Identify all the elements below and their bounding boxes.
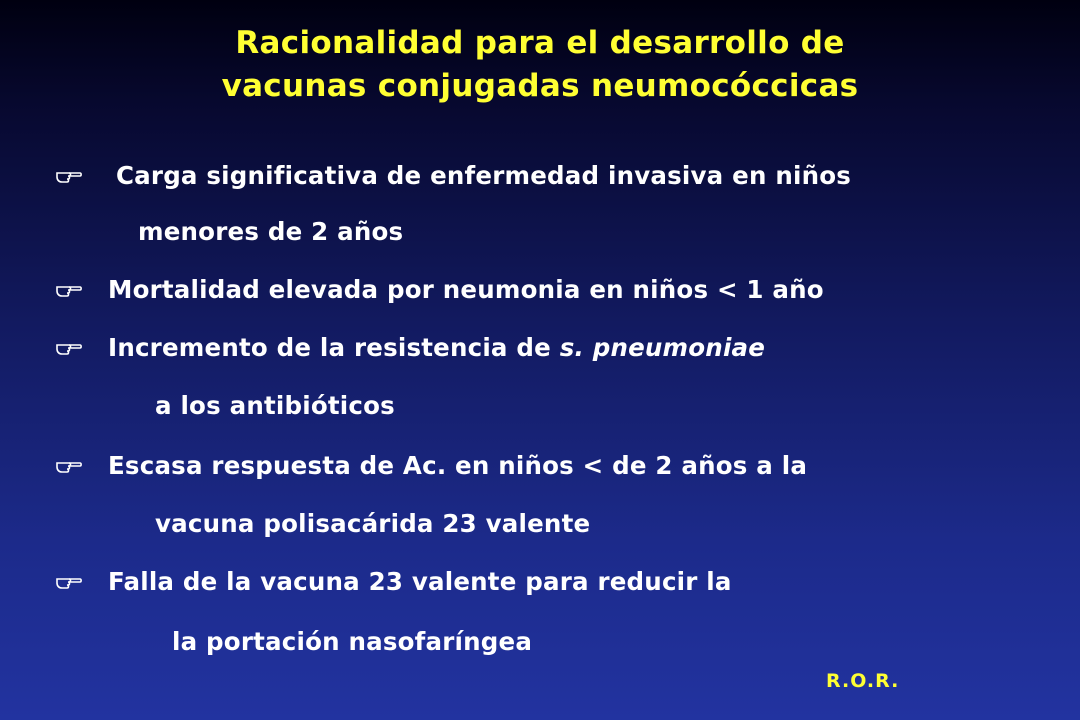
bullet-3-line-2: a los antibióticos	[155, 391, 395, 420]
bullet-3-line-1	[108, 332, 765, 364]
bullet-3-line-1-prefix: Incremento de la resistencia de	[108, 333, 560, 362]
bullet-3-line-1-species: s. pneumoniae	[559, 333, 766, 362]
bullet-1-line-2: menores de 2 años	[138, 217, 404, 246]
title-line-2: vacunas conjugadas neumocóccicas	[221, 68, 859, 104]
bullet-4-line-1: Escasa respuesta de Ac. en niños < de 2 años a la	[108, 451, 808, 480]
title-line-1: Racionalidad para el desarrollo de	[235, 25, 845, 61]
bullet-2-line-1: Mortalidad elevada por neumonia en niños < 1 año	[108, 275, 824, 304]
slide-title	[0, 22, 1080, 108]
bullet-5-line-2: la portación nasofaríngea	[172, 627, 533, 656]
author-initials: R.O.R.	[826, 670, 900, 692]
bullet-1-line-1: Carga significativa de enfermedad invasiva en niños	[116, 161, 852, 190]
pointing-hand-icon	[56, 274, 82, 306]
pointing-hand-icon	[56, 332, 82, 364]
bullet-5-line-1: Falla de la vacuna 23 valente para reducir la	[108, 567, 732, 596]
pointing-hand-icon	[56, 566, 82, 598]
bullet-4-line-2: vacuna polisacárida 23 valente	[155, 509, 591, 538]
pointing-hand-icon	[56, 450, 82, 482]
pointing-hand-icon	[56, 160, 82, 192]
